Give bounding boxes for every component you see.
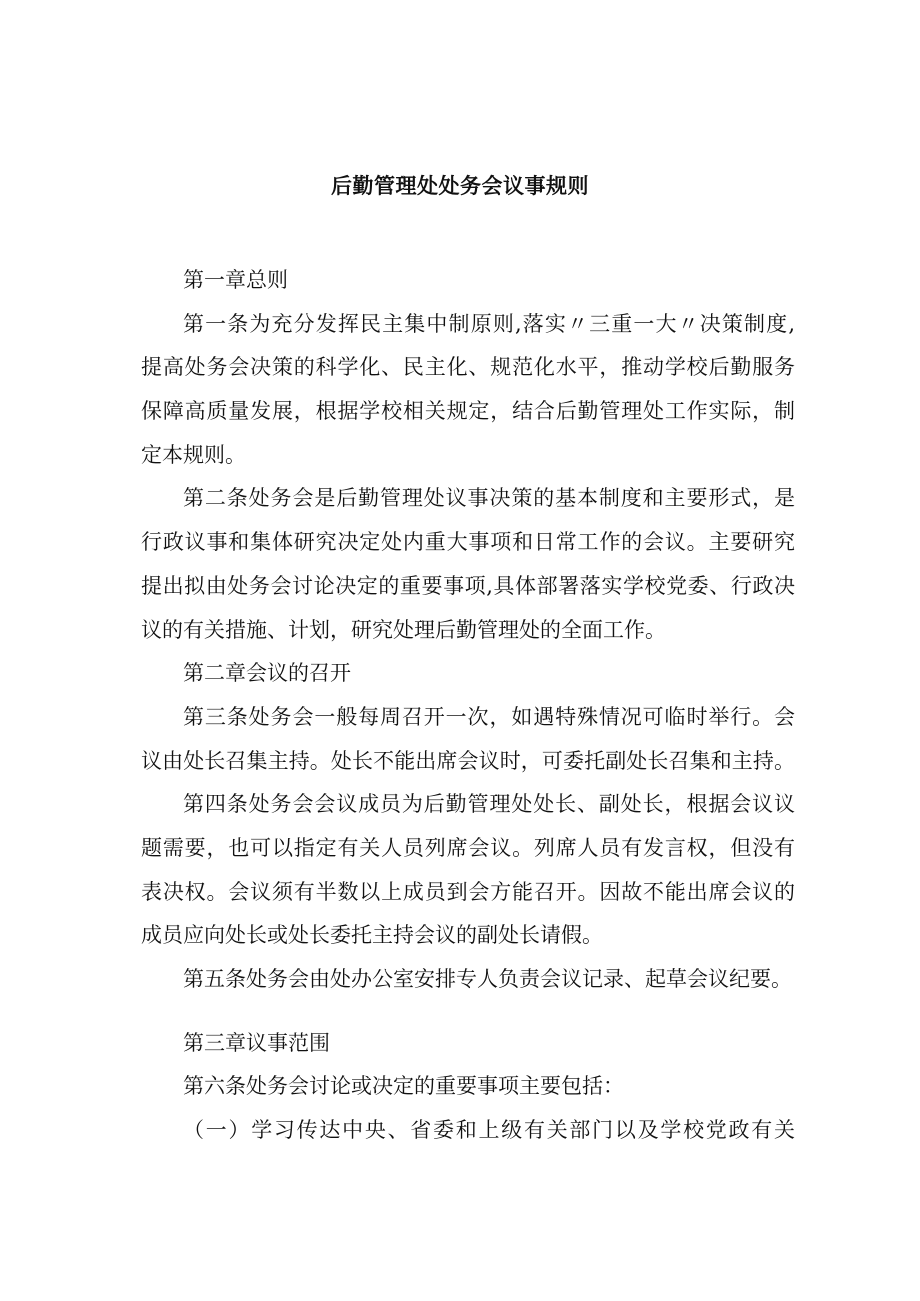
item-1 bbox=[141, 1109, 795, 1153]
text-line: 第二条处务会是后勤管理处议事决策的基本制度和主要形式，是 bbox=[183, 486, 795, 511]
chapter-heading: 第三章议事范围 bbox=[183, 1030, 330, 1055]
text-line: 第五条处务会由处办公室安排专人负责会议记录、起草会议纪要。 bbox=[183, 967, 792, 991]
text-line: 第三条处务会一般每周召开一次，如遇特殊情况可临时举行。会 bbox=[183, 704, 795, 729]
document-title: 后勤管理处处务会议事规则 bbox=[331, 173, 589, 198]
article-3 bbox=[141, 696, 795, 783]
chapter-heading: 第一章总则 bbox=[183, 268, 288, 292]
text-line: 议由处长召集主持。处长不能出席会议时，可委托副处长召集和主持。 bbox=[141, 748, 795, 773]
spacer bbox=[141, 1002, 795, 1022]
text-line: 第四条处务会会议成员为后勤管理处处长、副处长，根据会议议 bbox=[183, 792, 795, 817]
text-line: 题需要，也可以指定有关人员列席会议。列席人员有发言权，但没有 bbox=[141, 835, 795, 860]
article-5 bbox=[141, 958, 795, 1002]
text-line: 保障高质量发展，根据学校相关规定，结合后勤管理处工作实际，制 bbox=[141, 399, 795, 424]
document-body bbox=[141, 259, 795, 1153]
text-line: 行政议事和集体研究决定处内重大事项和日常工作的会议。主要研究 bbox=[141, 530, 795, 555]
article-2 bbox=[141, 477, 795, 652]
text-line: 表决权。会议须有半数以上成员到会方能召开。因故不能出席会议的 bbox=[141, 879, 795, 904]
text-line: 提出拟由处务会讨论决定的重要事项,具体部署落实学校党委、行政决 bbox=[141, 573, 795, 598]
article-1 bbox=[141, 303, 795, 478]
article-6 bbox=[141, 1065, 795, 1109]
text-line: 定本规则。 bbox=[141, 442, 246, 467]
text-line: 提高处务会决策的科学化、民主化、规范化水平，推动学校后勤服务 bbox=[141, 355, 795, 380]
chapter-heading: 第二章会议的召开 bbox=[183, 661, 351, 686]
text-line: 成员应向处长或处长委托主持会议的副处长请假。 bbox=[141, 923, 603, 948]
article-4 bbox=[141, 783, 795, 958]
text-line: 第六条处务会讨论或决定的重要事项主要包括： bbox=[183, 1074, 624, 1099]
text-line: （一）学习传达中央、省委和上级有关部门以及学校党政有关 bbox=[183, 1118, 795, 1143]
text-line: 第一条为充分发挥民主集中制原则,落实〃三重一大〃决策制度, bbox=[183, 311, 795, 336]
text-line: 议的有关措施、计划，研究处理后勤管理处的全面工作。 bbox=[141, 617, 666, 642]
